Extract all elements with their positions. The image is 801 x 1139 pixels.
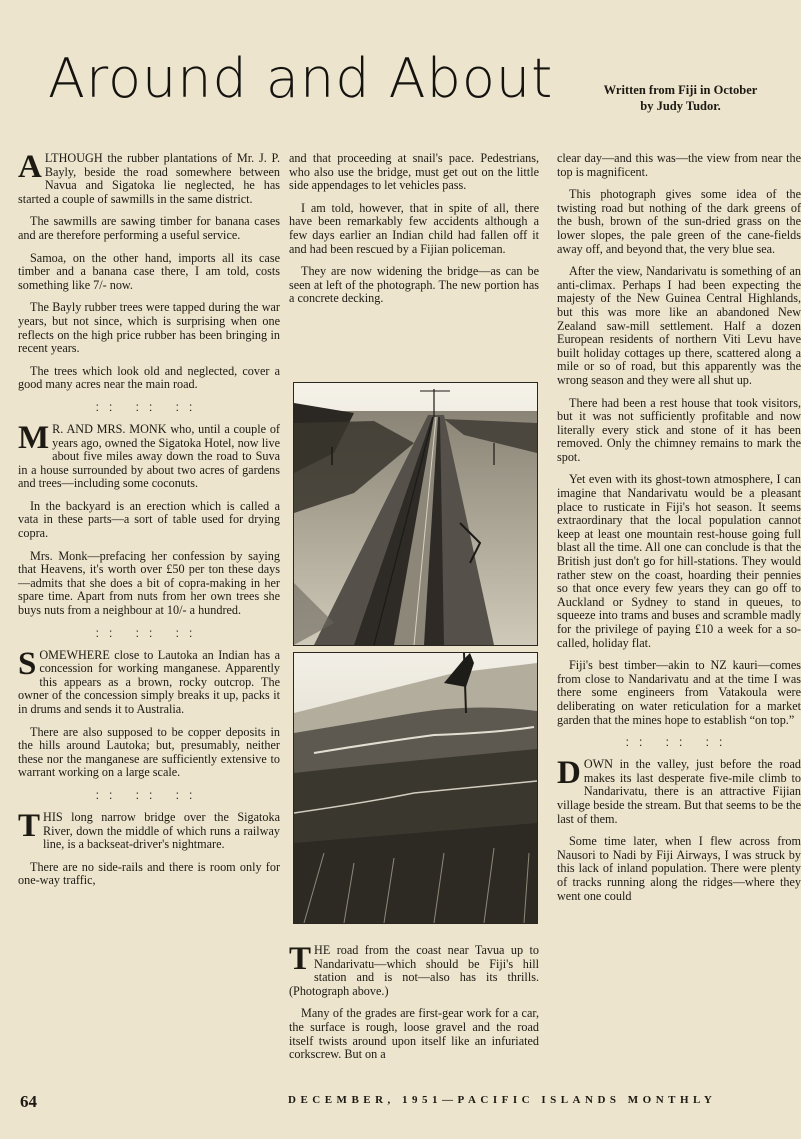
paragraph: The Bayly rubber trees were tapped during the war years, but not since, which is surprising when one reflects on the high price rubber has been bringing in recent years. <box>18 300 280 356</box>
paragraph: and that proceeding at snail's pace. Pedestrians, who also use the bridge, must get out on the little side appendages to let vehicles pass. <box>289 151 539 193</box>
issue-line: DECEMBER, 1951—PACIFIC ISLANDS MONTHLY <box>288 1094 717 1106</box>
drop-cap: D <box>557 755 581 792</box>
column-3 <box>557 152 801 912</box>
paragraph: Samoa, on the other hand, imports all its case timber and a banana case there, I am told, costs something like 7/- now. <box>18 250 280 292</box>
paragraph: ALTHOUGH the rubber plantations of Mr. J. P. Bayly, beside the road somewhere between Navua and Sigatoka lie neglected, he has started a couple of sawmills in the same district. <box>18 149 280 206</box>
column-2-bottom <box>289 941 539 1071</box>
byline-line-2: by Judy Tudor. <box>640 99 721 113</box>
paragraph: The trees which look old and neglected, cover a good many acres near the main road. <box>18 363 280 392</box>
paragraph: Many of the grades are first-gear work for a car, the surface is rough, loose gravel and the road itself twists around upon itself like an infuriated corkscrew. But on a <box>289 1006 539 1062</box>
paragraph: There are no side-rails and there is room only for one-way traffic, <box>18 859 280 888</box>
paragraph: SOMEWHERE close to Lautoka an Indian has a concession for working manganese. Apparently this appears as a brown, rocky outcrop. The owner of the concession simply breaks it up, packs it in drums and sends it to Australia. <box>18 645 280 716</box>
paragraph: I am told, however, that in spite of all, there have been remarkably few accidents although a few days earlier an Indian child had fallen off it and had been rescued by a Fijian policeman. <box>289 200 539 256</box>
drop-cap: A <box>18 149 42 185</box>
drop-cap: M <box>18 419 50 456</box>
drop-cap: S <box>18 645 37 682</box>
drop-cap: T <box>289 941 312 977</box>
column-1 <box>18 149 280 897</box>
paragraph: Yet even with its ghost-town atmosphere, I can imagine that Nandarivatu would be a pleasant place to rusticate in Fiji's hot season. It seems extraordinary that the local population cannot keep at least one mountain rest-house going full blast all the time. All one can conclude is that the British just don't go for hill-stations. They would rather stew on the coast, hoarding their pennies so that once every few years they can go off to Auckland or Sydney to stand in queues, to squeeze into trams and buses and scramble madly for the privilege of paying £10 a week for a so-called, holiday flat. <box>557 472 801 650</box>
section-separator: :: :: :: <box>95 625 203 640</box>
paragraph: clear day—and this was—the view from near the top is magnificent. <box>557 151 801 179</box>
byline <box>578 82 783 114</box>
drop-cap: T <box>18 807 41 844</box>
paragraph: Some time later, when I flew across from Nausori to Nadi by Fiji Airways, I was struck by this lack of inland population. There were plenty of tracks running along the ridges—where they went one could <box>557 834 801 903</box>
paragraph: Fiji's best timber—akin to NZ kauri—comes from close to Nandarivatu and at the time I was there some engineers from Vatakoula were deliberating on water reticulation for a market garden that the mines hope to establish “on top.” <box>557 658 801 727</box>
paragraph: DOWN in the valley, just before the road makes its last desperate five-mile climb to Nandarivatu, there is an attractive Fijian village beside the stream. But that seems to be the last of them. <box>557 755 801 826</box>
paragraph: They are now widening the bridge—as can be seen at left of the photograph. The new portion has a concrete decking. <box>289 264 539 306</box>
paragraph: In the backyard is an erection which is called a vata in these parts—a sort of table used for drying copra. <box>18 498 280 541</box>
section-separator: :: :: :: <box>625 735 733 750</box>
section-separator: :: :: :: <box>95 399 203 414</box>
paragraph: The sawmills are sawing timber for banana cases and are therefore performing a useful service. <box>18 214 280 242</box>
page-number: 64 <box>20 1092 37 1111</box>
mountain-road-photo <box>293 652 538 924</box>
byline-line-1: Written from Fiji in October <box>603 83 758 97</box>
section-separator: :: :: :: <box>95 787 203 802</box>
paragraph: Mrs. Monk—prefacing her confession by saying that Heavens, it's worth over £50 per ton these days—admits that she does a bit of copra-making in her spare time. Apart from nuts from her own trees she buys nuts from a neighbour at 10/- a hundred. <box>18 548 280 618</box>
paragraph: This photograph gives some idea of the twisting road but nothing of the dark greens of the bush, brown of the sun-dried grass on the lower slopes, the pale green of the cane-fields away off, and beyond that, the very blue sea. <box>557 187 801 256</box>
paragraph: THIS long narrow bridge over the Sigatoka River, down the middle of which runs a railway line, is a backseat-driver's nightmare. <box>18 807 280 852</box>
column-2-top <box>289 152 539 315</box>
paragraph: There are also supposed to be copper deposits in the hills around Lautoka; but, presumably, neither these nor the manganese are sufficiently extensive to warrant working on a large scale. <box>18 724 280 780</box>
paragraph: After the view, Nandarivatu is something of an anti-climax. Perhaps I had been expecting the majesty of the New Guinea Central Highlands, but this was more like an abandoned New Zealand saw-mill settlement. Half a dozen European residents of northern Viti Levu have built holiday cottages up there, scattered along a mile or so of road, but this apparently was the wrong season and they were all shut up. <box>557 264 801 387</box>
article-title: Around and About <box>48 47 554 110</box>
paragraph: There had been a rest house that took visitors, but it was not sufficiently profitable and now literally every stick and stone of it has been removed. Only the chimney remains to mark the spot. <box>557 395 801 464</box>
bridge-photo <box>293 382 538 646</box>
paragraph: THE road from the coast near Tavua up to Nandarivatu—which should be Fiji's hill station and is not—also has its thrills. (Photograph above.) <box>289 941 539 998</box>
paragraph: M R. AND MRS. MONK who, until a couple of years ago, owned the Sigatoka Hotel, now live about five miles away down the road to Suva in a house surrounded by about two acres of gardens and trees—including some coconuts. <box>18 419 280 491</box>
